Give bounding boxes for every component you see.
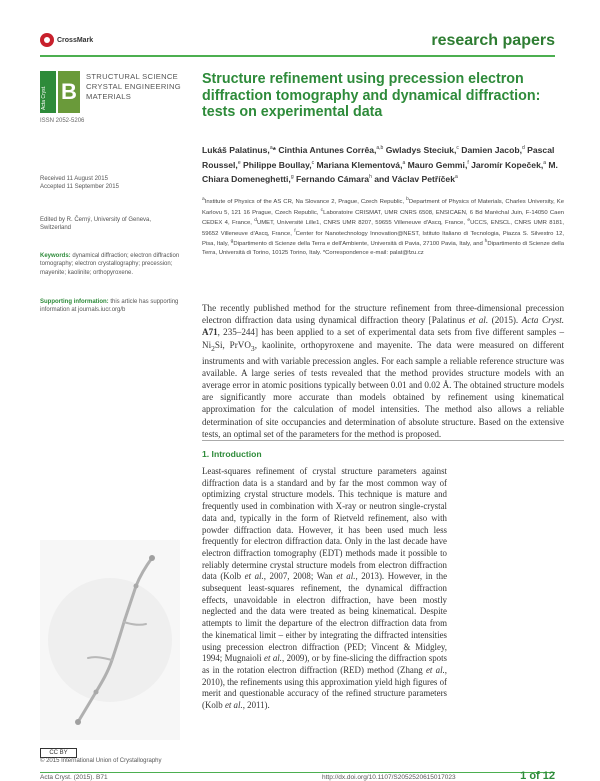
received-date: Received 11 August 2015 xyxy=(40,176,108,182)
affiliations: $^a$Institute of Physics of the AS CR, Na Slovance 2, Prague, Czech Republic, $^b$Department of Physics of Materials, Charles University, Ke Karlovu 5, 121 16 Prague, Czech Republic, $^c$Laboratoire CRISMAT, UMR CNRS 6508, ENSICAEN, 6 Bd Maréchal Juin, F-14050 Caen CEDEX 4, France, $^d$UMET, Université Lille1, CNRS UMR 8207, 59655 Villeneuve d'Ascq, France, $^e$UCCS, ENSCL, CNRS UMR 8181, 59652 Villeneuve d'Ascq, France, $^f$Center for Nanotechnology Innovation@NEST, Istituto Italiano di Tecnologia, Piazza S. Silvestro 12, Pisa, Italy, $^g$Dipartimento di Scienze della Terra e dell'Ambiente, Università di Pavia, 27100 Pavia, Italy, and $^h$Dipartimento di Scienze della Terra, Università di Torino, 10125 Torino, Italy. *Correspondence e-mail: palat@fzu.cz xyxy=(202,197,565,256)
journal-name-line: MATERIALS xyxy=(86,92,132,101)
header-rule xyxy=(40,55,555,57)
keywords-block xyxy=(40,252,180,277)
introduction-body: Least-squares refinement of crystal structure parameters against diffraction data is a standard and by far the most common way of optimizing crystal structure models. This technique is mature and frequently used in combination with X-ray or neutron single-crystal data and, typically in the form of Rietveld refinement, also with powder diffraction data. However, it has been used much less frequently for electron diffraction data. Only in the last decade have electron diffraction tomography (EDT) methods made it possible to reliably determine crystal structure models from electron diffraction data (Kolb et al., 2007, 2008; Wan et al., 2013). However, in the subsequent least-squares refinement, the dynamical diffraction effects, unavoidable in electron diffraction, have been mostly neglected and the data were treated as being kinematical. Despite attempts to limit the departure of the electron diffraction data from the kinematical limit – either by integrating the diffracted intensities using precession electron diffraction (PED; Vincent & Midgley, 1994; Mugnaioli et al., 2009), or by fine-slicing the diffraction spots as in the rotation electron diffraction (RED) method (Zhang et al., 2010), the refinements using this approximation yield high figures of merit and questionable accuracy of the refined structure parameters (Kolb et al., 2011). xyxy=(202,466,448,711)
keywords-label: Keywords: xyxy=(40,253,71,259)
journal-letter-logo: B xyxy=(58,71,80,113)
journal-side-text: Acta Cryst. xyxy=(41,85,47,110)
crossmark-icon xyxy=(40,33,54,47)
abstract: The recently published method for the structure refinement from three-dimensional precession electron diffraction data using dynamical diffraction theory [Palatinus et al. (2015). Acta Cryst. A71, 235–244] has been applied to a set of experimental data sets from five different samples – $Ni_2Si$, PrVO$_3$, kaolinite, orthopyroxene and mayenite. The data were measured on different instruments and with variable precession angles. For each sample a reliable reference structure was available. A large series of tests revealed that the method provides structure models with an average error in atomic positions typically between 0.01 and 0.02 Å. The obtained structure models are significantly more accurate than models obtained by refinement using kinematical approximation for the calculation of model intensities. The method also allows a reliable determination of site occupancies and determination of absolute structure. Based on the extensive tests, an optimal set of the parameters for the method is proposed. xyxy=(202,303,564,439)
author-list: Lukáš Palatinus,$^a$* Cinthia Antunes Corrêa,$^{a,b}$ Gwladys Steciuk,$^c$ Damien Jacob,$^d$ Pascal Roussel,$^e$ Philippe Boullay,$^c$ Mariana Klementová,$^a$ Mauro Gemmi,$^f$ Jaromír Kopeček,$^a$ M. Chiara Domeneghetti,$^g$ Fernando Cámara$^h$ and Václav Petříček$^a$ xyxy=(202,144,558,185)
cc-license-badge[interactable]: CC BY xyxy=(40,748,77,758)
supporting-text[interactable]: this article has supporting information at journals.iucr.org/b xyxy=(40,299,179,314)
section-label: research papers xyxy=(431,32,555,49)
footer-doi-link[interactable]: http://dx.doi.org/10.1107/S2052520615017023 xyxy=(322,774,456,781)
keywords-text: dynamical diffraction; electron diffraction tomography; electron crystallography; precession; mayenite; kaolinite; orthopyroxene. xyxy=(40,253,180,276)
journal-side-tab xyxy=(40,71,56,113)
supporting-label: Supporting information: xyxy=(40,299,109,305)
footer-rule xyxy=(40,772,555,773)
crossmark-badge[interactable] xyxy=(40,33,93,47)
editor-note: Edited by R. Černý, University of Geneva, Switzerland xyxy=(40,217,152,232)
abstract-divider xyxy=(202,440,564,441)
page-number: 1 of 12 xyxy=(520,770,555,781)
issn: ISSN 2052-5206 xyxy=(40,118,85,124)
accepted-date: Accepted 11 September 2015 xyxy=(40,184,119,191)
journal-name xyxy=(86,72,181,102)
micrograph-figure xyxy=(40,540,180,740)
footer-citation: Acta Cryst. (2015). B71 xyxy=(40,774,108,781)
supporting-info-block xyxy=(40,298,180,315)
journal-name-line: STRUCTURAL SCIENCE xyxy=(86,72,179,81)
journal-name-line: CRYSTAL ENGINEERING xyxy=(86,82,182,91)
article-title: Structure refinement using precession electron diffraction tomography and dynamical diffraction: tests on experimental data xyxy=(202,71,541,120)
dates-block xyxy=(40,175,180,192)
copyright-notice: © 2015 International Union of Crystallography xyxy=(40,758,162,764)
section-heading: 1. Introduction xyxy=(202,449,262,459)
crossmark-label: CrossMark xyxy=(57,36,94,44)
micrograph-image xyxy=(40,540,180,740)
